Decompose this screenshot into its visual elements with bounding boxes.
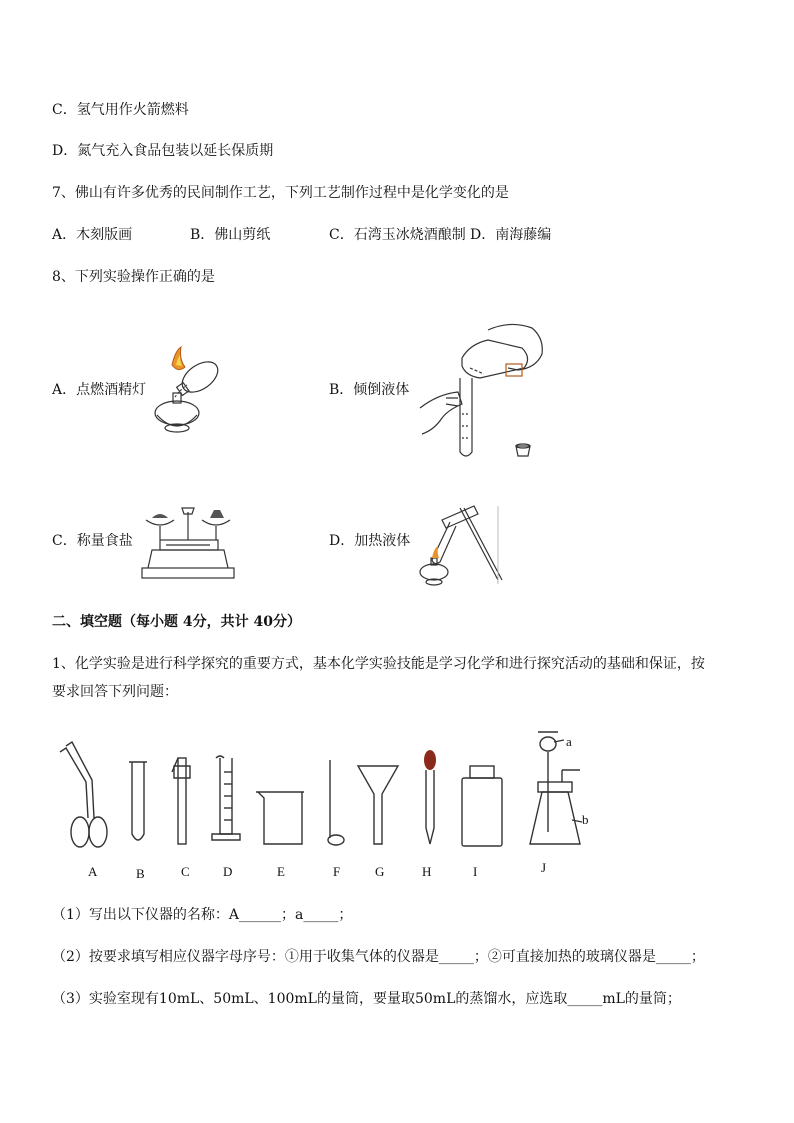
section-2-title: 二、填空题（每小题 4分，共计 40分） — [52, 614, 301, 630]
q8-option-c: C．称量食盐 — [52, 533, 133, 549]
apparatus-label-d: D — [223, 864, 233, 879]
apparatus-label-i: I — [473, 864, 478, 879]
heating-liquid-figure — [412, 500, 502, 586]
apparatus-label-c: C — [181, 864, 190, 879]
beaker-icon — [256, 792, 304, 844]
apparatus-label-a: A — [88, 864, 98, 879]
reagent-bottle-icon — [462, 766, 502, 846]
spoon-icon — [328, 760, 344, 845]
q7-option-b: B．佛山剪纸 — [190, 227, 271, 243]
q6-option-d: D．氮气充入食品包装以延长保质期 — [52, 143, 274, 159]
apparatus-label-e: E — [277, 864, 285, 879]
q8-option-d: D．加热液体 — [329, 533, 411, 549]
q7-stem: 7、佛山有许多优秀的民间制作工艺，下列工艺制作过程中是化学变化的是 — [52, 185, 509, 201]
fill1-stem-line1: 1、化学实验是进行科学探究的重要方式，基本化学实验技能是学习化学和进行探究活动的基础和保证，按 — [52, 656, 705, 672]
test-tube-holder-icon — [172, 758, 190, 844]
crucible-tongs-icon — [60, 742, 107, 847]
dropper-icon — [426, 770, 434, 844]
q6-option-c: C．氢气用作火箭燃料 — [52, 102, 189, 118]
apparatus-label-b: B — [136, 866, 145, 881]
apparatus-label-g: G — [375, 864, 385, 879]
fill1-stem-line2: 要求回答下列问题： — [52, 684, 178, 700]
q8-option-b: B．倾倒液体 — [329, 382, 410, 398]
part-label-a: a — [566, 734, 572, 749]
funnel-icon — [358, 766, 398, 844]
apparatus-row-figure — [52, 722, 612, 862]
q8-stem: 8、下列实验操作正确的是 — [52, 269, 215, 285]
q7-option-a: A．木刻版画 — [52, 227, 133, 243]
part-label-b: b — [582, 812, 589, 827]
fill1-sub3: （3）实验室现有10mL、50mL、100mL的量筒，要量取50mL的蒸馏水，应选取_____mL的量筒； — [52, 991, 681, 1007]
balance-weighing-figure — [138, 500, 238, 582]
apparatus-label-j: J — [541, 860, 547, 875]
apparatus-label-f: F — [333, 864, 341, 879]
apparatus-label-h: H — [422, 864, 432, 879]
pouring-liquid-figure — [418, 318, 548, 466]
conical-flask-icon — [530, 732, 582, 844]
q7-option-d: D．南海藤编 — [470, 227, 552, 243]
graduated-cylinder-icon — [212, 756, 240, 840]
fill1-sub2: （2）按要求填写相应仪器字母序号：①用于收集气体的仪器是_____；②可直接加热的玻璃仪器是_____； — [52, 949, 705, 965]
lighting-alcohol-lamp-figure — [145, 345, 230, 437]
test-tube-icon — [129, 762, 147, 840]
q7-option-c: C．石湾玉冰烧酒酿制 — [329, 227, 466, 243]
fill1-sub1: （1）写出以下仪器的名称：A______；a_____； — [52, 907, 353, 923]
q8-option-a: A．点燃酒精灯 — [52, 382, 147, 398]
